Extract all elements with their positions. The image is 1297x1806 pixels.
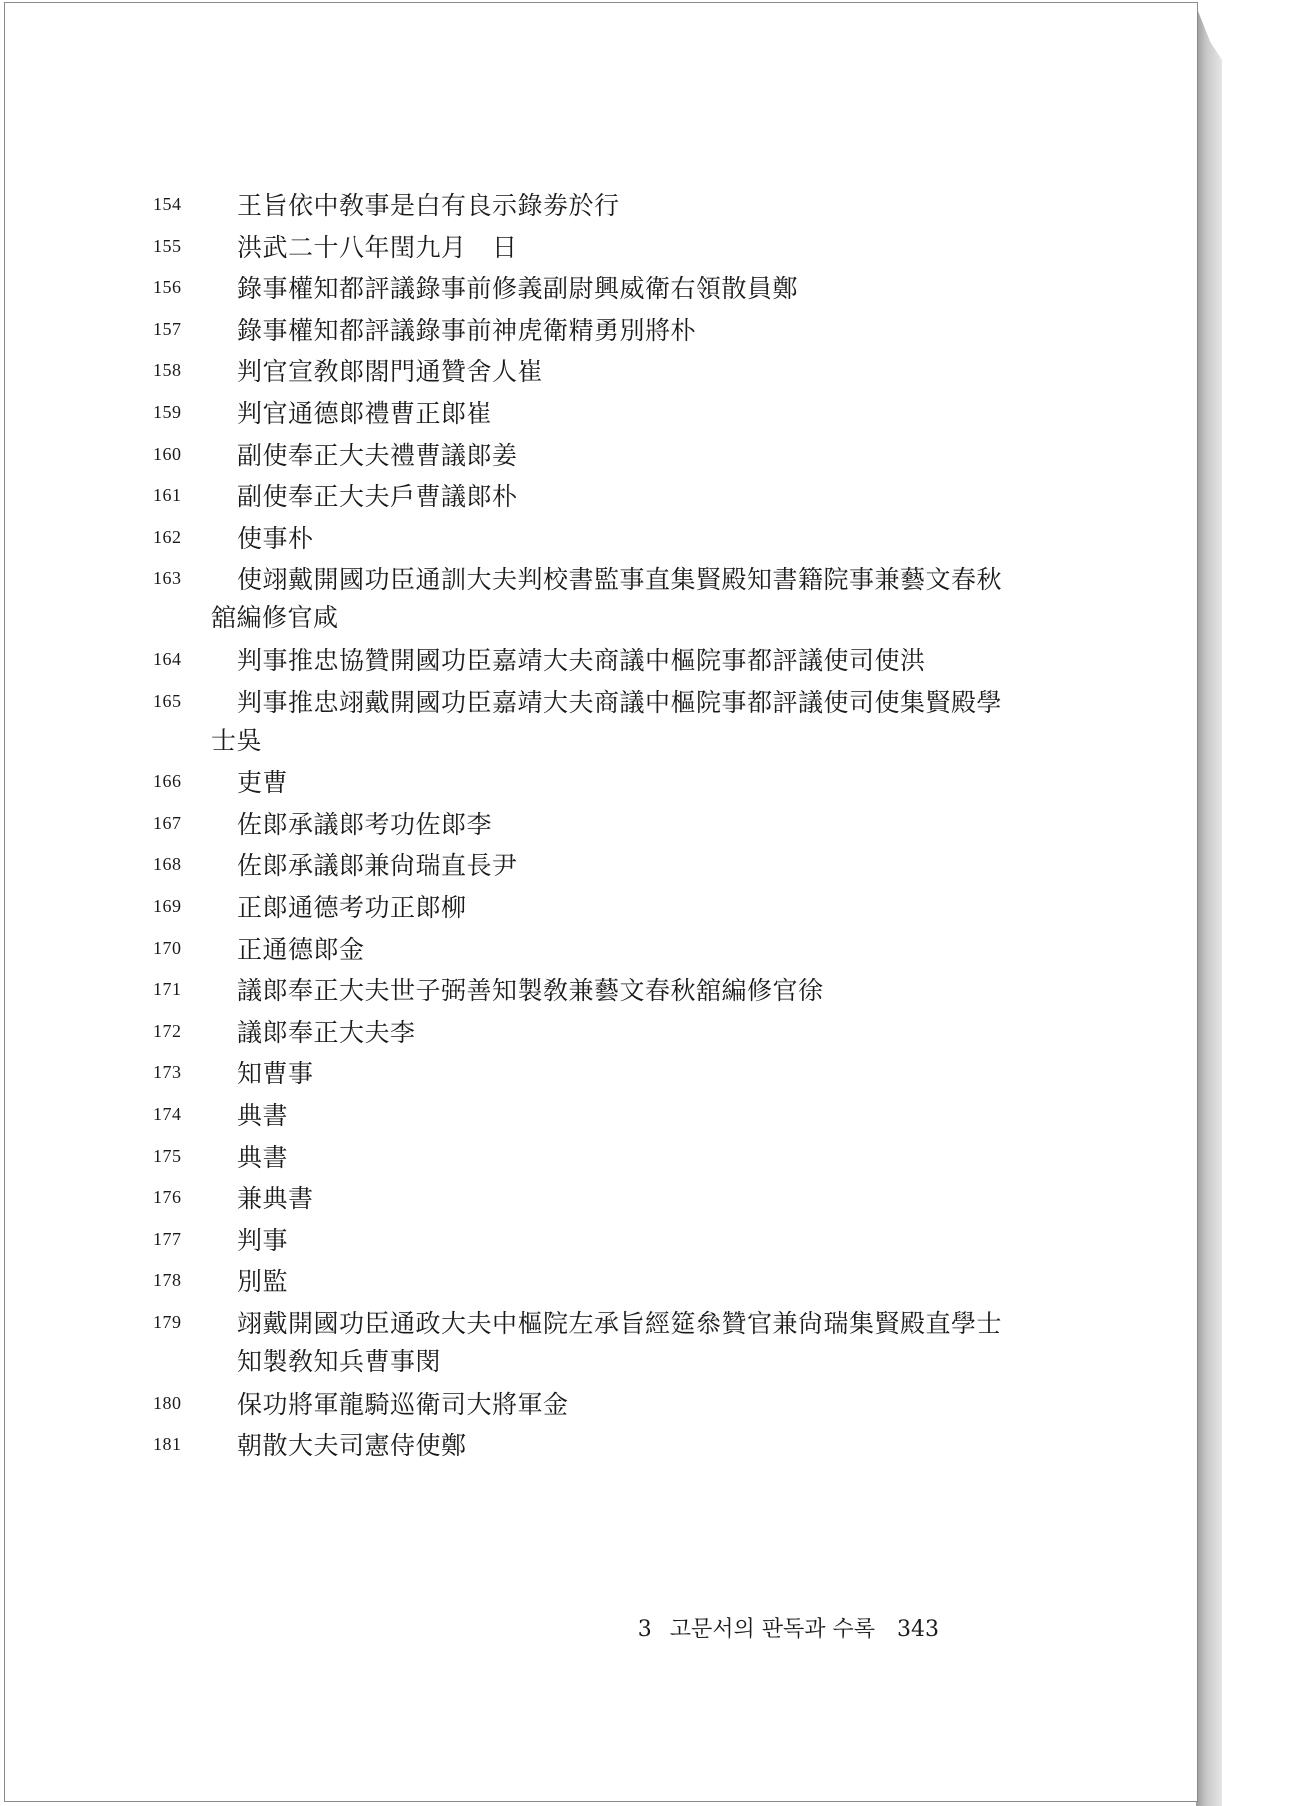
line-text: 洪武二十八年閏九月 日 [237, 232, 518, 262]
line-text: 別監 [237, 1267, 289, 1297]
line-continuation: 士吳 [211, 725, 263, 755]
line-number: 154 [153, 194, 182, 214]
line-entry [5, 1054, 1197, 1090]
document-page [4, 2, 1198, 1802]
line-text: 正通德郞金 [237, 934, 365, 964]
line-text: 王旨依中敎事是白有良示錄劵於行 [237, 191, 620, 220]
line-entry [5, 228, 1197, 264]
line-number: 173 [153, 1062, 182, 1083]
line-text: 錄事權知都評議錄事前神虎衛精勇別將朴 [237, 315, 697, 345]
line-entry [5, 763, 1197, 799]
line-entry [5, 888, 1197, 924]
line-entry [5, 641, 1197, 677]
line-number: 172 [153, 1020, 182, 1041]
line-text: 判事 [237, 1225, 289, 1255]
line-text: 吏曹 [237, 768, 289, 798]
line-entry [5, 519, 1197, 555]
line-entry [5, 1262, 1197, 1298]
line-number: 159 [153, 402, 182, 422]
line-number: 178 [153, 1270, 182, 1291]
line-number: 160 [153, 443, 182, 464]
line-text: 佐郞承議郞兼尙瑞直長尹 [237, 851, 518, 881]
line-text: 議郞奉正大夫世子弼善知製敎兼藝文春秋舘編修官徐 [237, 976, 824, 1006]
line-text: 判官宣敎郞閤門通贊舍人崔 [237, 357, 544, 387]
line-text: 翊戴開國功臣通政大夫中樞院左承旨經筵叅贊官兼尙瑞集賢殿直學士 [237, 1309, 1003, 1338]
line-text: 佐郞承議郞考功佐郞李 [237, 809, 493, 839]
line-number: 163 [153, 568, 182, 589]
page-edge-shadow [1196, 6, 1222, 1806]
line-entry [5, 1221, 1197, 1257]
line-text: 兼典書 [237, 1184, 314, 1214]
line-text: 副使奉正大夫禮曹議郞姜 [237, 440, 518, 470]
line-entry [5, 1096, 1197, 1132]
line-text: 副使奉正大夫戶曹議郞朴 [237, 482, 518, 512]
line-number: 176 [153, 1187, 182, 1208]
line-text: 正郞通德考功正郞柳 [237, 893, 467, 922]
line-continuation: 知製敎知兵曹事閔 [237, 1347, 442, 1376]
line-text: 議郞奉正大夫李 [237, 1017, 416, 1047]
line-number: 165 [153, 690, 182, 711]
line-entry [5, 1385, 1197, 1421]
line-text: 知曹事 [237, 1059, 314, 1089]
line-number: 177 [153, 1228, 182, 1249]
line-text: 判事推忠翊戴開國功臣嘉靖大夫商議中樞院事都評議使司使集賢殿學 [237, 687, 1003, 717]
line-number: 169 [153, 896, 182, 916]
line-entry [5, 560, 1197, 633]
page-number: 343 [897, 1617, 939, 1642]
line-entry [5, 394, 1197, 430]
line-entry [5, 930, 1197, 966]
line-text: 判官通德郞禮曹正郞崔 [237, 399, 493, 428]
line-text: 典書 [237, 1142, 289, 1172]
line-number: 181 [153, 1434, 182, 1455]
line-number: 174 [153, 1104, 182, 1124]
line-text: 保功將軍龍騎巡衛司大將軍金 [237, 1389, 569, 1419]
line-number: 157 [153, 318, 182, 339]
line-text: 使翊戴開國功臣通訓大夫判校書監事直集賢殿知書籍院事兼藝文春秋 [237, 565, 1003, 595]
line-number: 167 [153, 812, 182, 833]
line-entry [5, 683, 1197, 755]
line-entry [5, 269, 1197, 305]
line-entry [5, 352, 1197, 388]
line-number: 170 [153, 937, 182, 958]
line-number: 168 [153, 854, 182, 875]
line-number: 180 [153, 1392, 182, 1413]
line-number: 171 [153, 979, 182, 1000]
line-entry [5, 1426, 1197, 1462]
line-number: 161 [153, 485, 182, 506]
line-text: 使事朴 [237, 523, 314, 553]
line-entry [5, 186, 1197, 222]
line-number: 175 [153, 1145, 182, 1166]
line-entry [5, 477, 1197, 513]
line-entry [5, 971, 1197, 1007]
line-number: 156 [153, 277, 182, 298]
line-entry [5, 1138, 1197, 1174]
line-number: 166 [153, 771, 182, 792]
line-text: 判事推忠協贊開國功臣嘉靖大夫商議中樞院事都評議使司使洪 [237, 646, 926, 675]
line-text: 典書 [237, 1101, 289, 1130]
line-number: 162 [153, 526, 182, 547]
line-text: 朝散大夫司憲侍使鄭 [237, 1431, 467, 1461]
line-entry [5, 311, 1197, 347]
chapter-title: 고문서의 판독과 수록 [669, 1617, 875, 1642]
line-number: 158 [153, 360, 182, 381]
line-number: 179 [153, 1312, 182, 1332]
line-number: 164 [153, 649, 182, 669]
line-number: 155 [153, 235, 182, 256]
line-text: 錄事權知都評議錄事前修義副尉興威衛右領散員鄭 [237, 274, 799, 304]
line-continuation: 舘編修官咸 [211, 603, 339, 633]
line-entry [5, 1013, 1197, 1049]
page-footer [638, 1612, 939, 1643]
line-entry [5, 436, 1197, 472]
line-entry [5, 1304, 1197, 1376]
line-entry [5, 805, 1197, 841]
line-entry [5, 846, 1197, 882]
line-entry [5, 1179, 1197, 1215]
chapter-number: 3 [637, 1617, 652, 1642]
